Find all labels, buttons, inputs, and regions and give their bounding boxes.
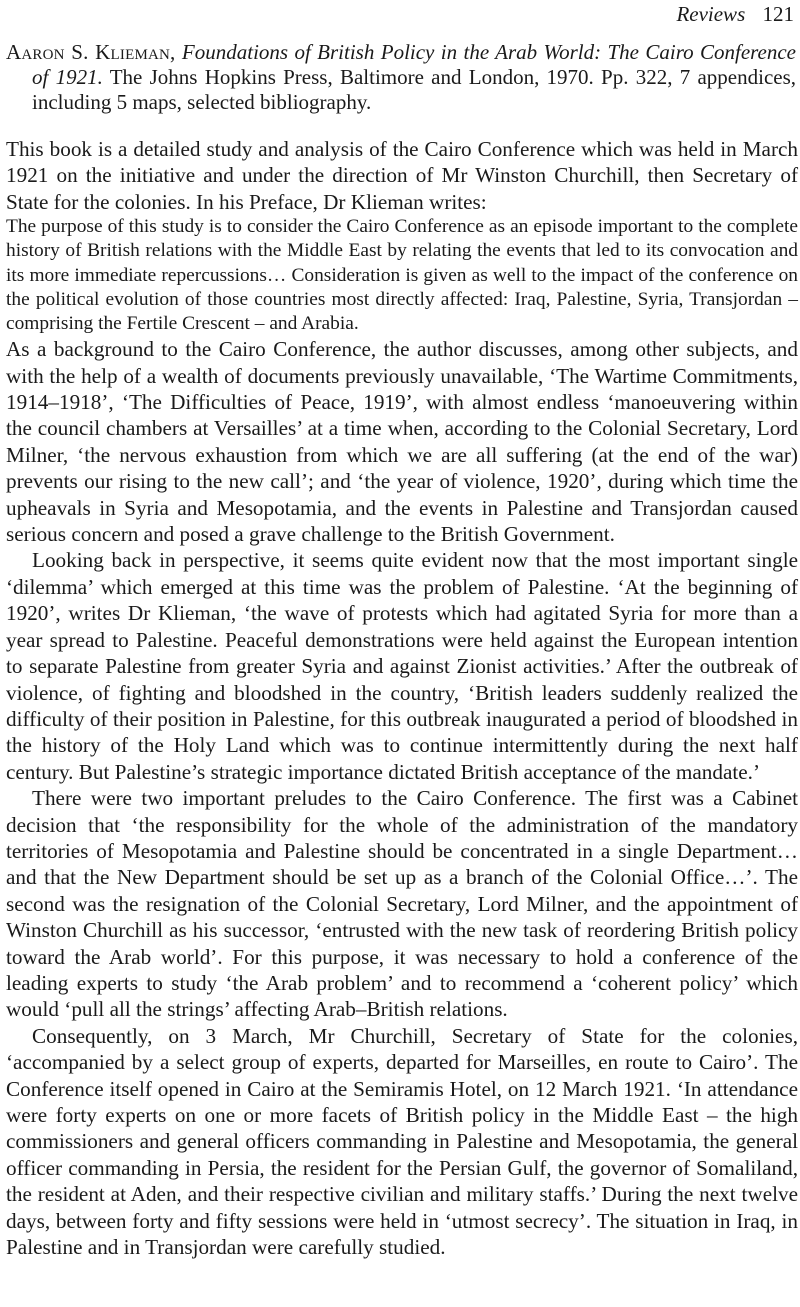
section-title: Reviews bbox=[676, 2, 746, 26]
page-number: 121 bbox=[762, 2, 794, 26]
review-body bbox=[6, 136, 798, 1260]
citation-author: Aaron S. Klieman, bbox=[6, 40, 176, 64]
paragraph-5: Consequently, on 3 March, Mr Churchill, Secretary of State for the colonies, ‘accompanied by a select group of experts, departed for Marseilles, en route to Cairo’. The Conference itself opened in Cairo at the Semiramis Hotel, on 12 March 1921. ‘In attendance were forty experts on one or more facets of British policy in the Middle East – the high commissioners and general officers commanding in Palestine and Mesopotamia, the general officer commanding in Persia, the resident for the Persian Gulf, the governor of Somaliland, the resident at Aden, and their respective civilian and military staffs.’ During the next twelve days, between forty and fifty sessions were held in ‘utmost secrecy’. The situation in Iraq, in Palestine and in Transjordan were carefully studied. bbox=[6, 1023, 798, 1260]
citation-details: The Johns Hopkins Press, Baltimore and London, 1970. Pp. 322, 7 appendices, including 5 maps, selected bibliography. bbox=[32, 65, 797, 114]
book-citation bbox=[6, 40, 796, 115]
running-header bbox=[676, 2, 794, 26]
paragraph-1: This book is a detailed study and analysis of the Cairo Conference which was held in March 1921 on the initiative and under the direction of Mr Winston Churchill, then Secretary of State for the colonies. In his Preface, Dr Klieman writes: bbox=[6, 137, 798, 214]
citation-title: Foundations of British Policy in the Arab World: The Cairo Conference of 1921. bbox=[32, 40, 796, 89]
paragraph-3: Looking back in perspective, it seems quite evident now that the most important single ‘dilemma’ which emerged at this time was the problem of Palestine. ‘At the beginning of 1920’, writes Dr Klieman, ‘the wave of protests which had agitated Syria for more than a year spread to Palestine. Peaceful demonstrations were held against the European intention to separate Palestine from greater Syria and against Zionist activities.’ After the outbreak of violence, of fighting and bloodshed in the country, ‘British leaders suddenly realized the difficulty of their position in Palestine, for this outbreak inaugurated a period of bloodshed in the history of the Holy Land which was to continue intermittently during the next half century. But Palestine’s strategic importance dictated British acceptance of the mandate.’ bbox=[6, 548, 798, 784]
block-quote: The purpose of this study is to consider the Cairo Conference as an episode important to the complete history of British relations with the Middle East by relating the events that led to its convocation and its more immediate repercussions… Consideration is given as well to the impact of the conference on the political evolution of those countries most directly affected: Iraq, Palestine, Syria, Transjordan – comprising the Fertile Crescent – and Arabia. bbox=[6, 216, 798, 335]
paragraph-2: As a background to the Cairo Conference, the author discusses, among other subjects, and with the help of a wealth of documents previously unavailable, ‘The Wartime Commitments, 1914–1918’, ‘The Difficulties of Peace, 1919’, with almost endless ‘manoeuvering within the council chambers at Versailles’ at a time when, according to the Colonial Secretary, Lord Milner, ‘the nervous exhaustion from which we are all suffering (at the end of the war) prevents our rising to the new call’; and ‘the year of violence, 1920’, during which time the upheavals in Syria and Mesopotamia, and the events in Palestine and Transjordan caused serious concern and posed a grave challenge to the British Government. bbox=[6, 337, 798, 547]
paragraph-4: There were two important preludes to the Cairo Conference. The first was a Cabinet decision that ‘the responsibility for the whole of the administration of the mandatory territories of Mesopotamia and Palestine should be concentrated in a single Department… and that the New Department should be set up as a branch of the Colonial Office…’. The second was the resignation of the Colonial Secretary, Lord Milner, and the appointment of Winston Churchill as his successor, ‘entrusted with the new task of reordering British policy toward the Arab world’. For this purpose, it was necessary to hold a conference of the leading experts to study ‘the Arab problem’ and to recommend a ‘coherent policy’ which would ‘pull all the strings’ affecting Arab–British relations. bbox=[6, 786, 798, 1022]
